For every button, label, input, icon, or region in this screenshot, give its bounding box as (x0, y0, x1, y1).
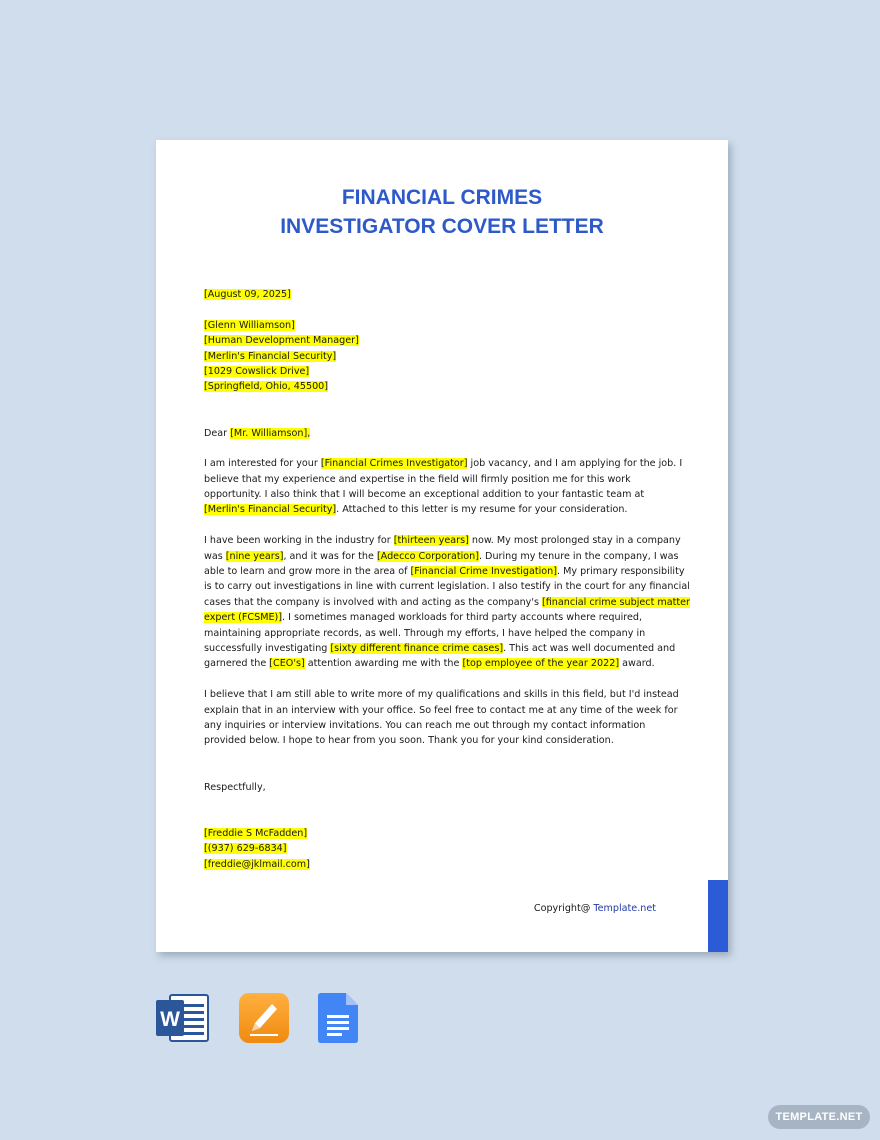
letter-page (156, 140, 728, 952)
highlight-cases: [sixty different finance crime cases] (330, 643, 504, 654)
paragraph-2: I have been working in the industry for [thirteen years] now. My most prolonged stay in a company was [nine years], and it was for the [Adecco Corporation]. During my tenure in the company, I was able to learn and grow more in the area of [Financial Crime Investigation]. My primary responsibility is to carry out investigations in line with current legislation. I also testify in the court for any financial cases that the company is involved with and acting as the company's [financial crime subject matter expert (FCSME)]. I sometimes managed workloads for third party accounts where required, maintaining appropriate records, as well. Through my efforts, I have helped the company in successfully investigating [sixty different finance crime cases]. This act was well documented and garnered the [CEO's] attention awarding me with the [top employee of the year 2022] award. (204, 535, 690, 670)
letter-title-line1: FINANCIAL CRIMES (341, 186, 543, 209)
sender-email: [freddie@jklmail.com] (204, 858, 310, 870)
recipient-name: [Glenn Williamson] (204, 319, 295, 331)
google-docs-icon[interactable] (318, 993, 358, 1043)
highlight-previous-company: [Adecco Corporation] (376, 550, 479, 562)
accent-bar (708, 880, 728, 952)
highlight-tenure: [nine years] (225, 550, 284, 562)
recipient-city: [Springfield, Ohio, 45500] (204, 381, 329, 393)
highlight-years: [thirteen years] (393, 535, 469, 547)
copyright-notice: Copyright@ Template.net (533, 903, 656, 914)
pages-icon[interactable] (239, 993, 289, 1043)
word-icon[interactable] (156, 993, 210, 1043)
word-icon-letter: W (160, 1008, 180, 1031)
paragraph-3: I believe that I am still able to write more of my qualifications and skills in this field, but I'd instead explain that in an interview with your office. So feel free to contact me at any time of the week for any inquiries or interview invitations. You can reach me out through my contact information provided below. I hope to hear from you soon. Thank you for your kind consideration. (204, 689, 679, 747)
template-net-link[interactable]: Template.net (593, 903, 656, 914)
highlight-ceo: [CEO's] (269, 658, 305, 670)
recipient-street: [1029 Cowslick Drive] (204, 365, 310, 377)
highlight-company: [Merlin's Financial Security] (204, 504, 337, 516)
template-net-watermark: TEMPLATE.NET (768, 1105, 870, 1129)
highlight-role-cont: expert (FCSME)] (204, 612, 283, 624)
letter-title-line2: INVESTIGATOR COVER LETTER (280, 215, 604, 238)
sender-name: [Freddie S McFadden] (204, 827, 308, 839)
highlight-role: [financial crime subject matter (542, 596, 690, 608)
highlight-area: [Financial Crime Investigation] (410, 566, 557, 578)
highlight-award: [top employee of the year 2022] (462, 658, 620, 670)
salutation: Dear [Mr. Williamson], (204, 427, 311, 439)
highlight-position: [Financial Crimes Investigator] (320, 458, 468, 470)
date-field: [August 09, 2025] (204, 289, 291, 300)
recipient-title: [Human Development Manager] (204, 335, 359, 347)
recipient-company: [Merlin's Financial Security] (204, 350, 337, 362)
paragraph-1: I am interested for your [Financial Crimes Investigator] job vacancy, and I am applying for the job. I believe that my experience and expertise in the field will firmly position me for this work opportunity. I also think that I will become an exceptional addition to your fantastic team at [Merlin's Financial Security]. Attached to this letter is my resume for your consideration. (204, 458, 683, 516)
sender-phone: [(937) 629-6834] (204, 843, 287, 855)
salutation-name: [Mr. Williamson], (230, 427, 311, 439)
closing: Respectfully, (204, 781, 266, 793)
letter-body (204, 287, 690, 872)
